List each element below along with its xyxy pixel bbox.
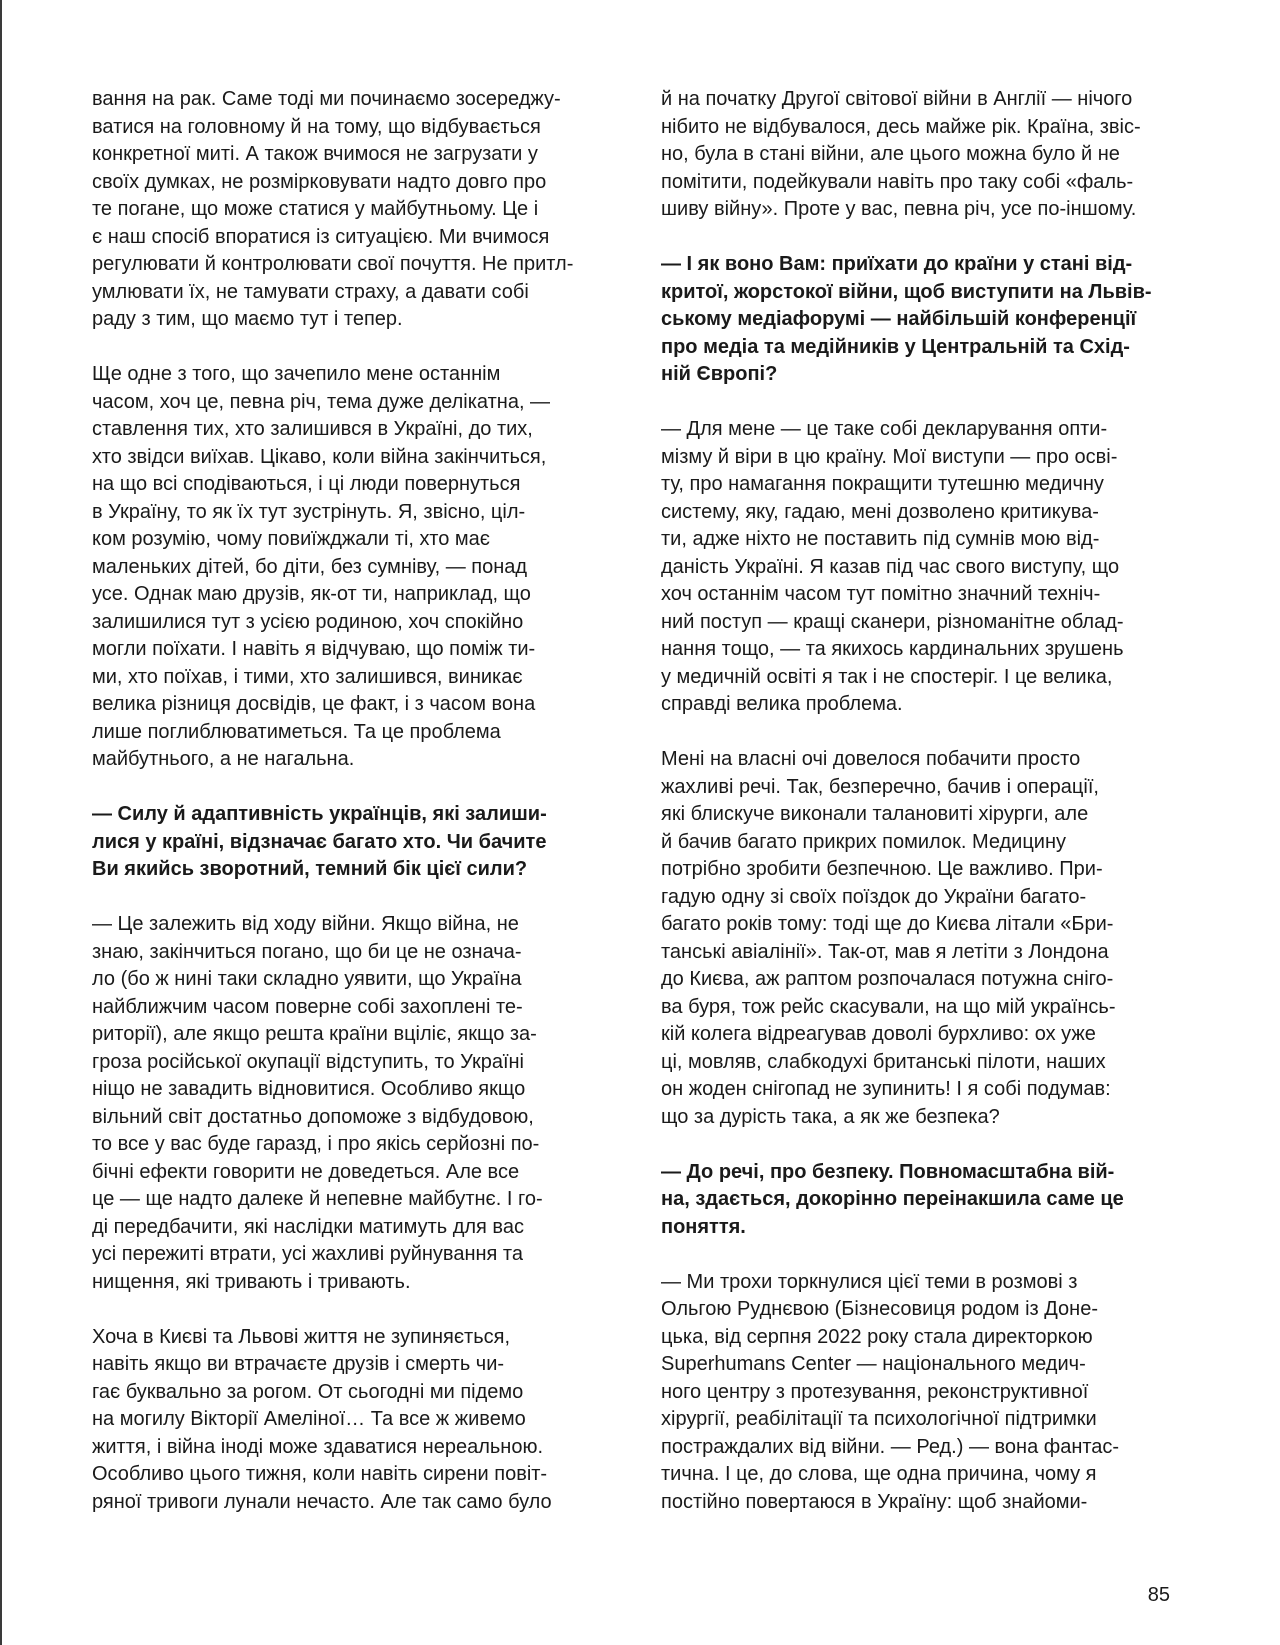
left-paragraph-2: Ще одне з того, що зачепило мене останнім часом, хоч це, певна річ, тема дуже делікатна, — ставлення тих, хто залишився в Україні, до тих, хто звідси виїхав. Цікаво, коли війна закінчиться, на що всі сподіваються, і ці люди повернуться в Україну, то як їх тут зустрінуть. Я, звісно, ціл- ком розумію, чому повиїжджали ті, хто має маленьких дітей, бо діти, без сумніву, — понад усе. Однак маю друзів, як-от ти, наприклад, що залишилися тут з усією родиною, хоч спокійно могли поїхати. І навіть я відчуваю, що поміж ти- ми, хто поїхав, і тими, хто залишився, виникає велика різниця досвідів, це факт, і з часом вона лише поглиблюватиметься. Та це проблема майбутнього, а не нагальна. bbox=[92, 363, 551, 770]
left-question-1: — Силу й адаптивність українців, які залиши- лися у країні, відзначає багато хто. Чи бачите Ви якийсь зворотний, темний бік цієї сили? bbox=[92, 803, 547, 880]
right-question-2: — До речі, про безпеку. Повномасштабна вій- на, здається, докорінно переінакшила саме це поняття. bbox=[661, 1160, 1124, 1238]
left-paragraph-3: — Це залежить від ходу війни. Якщо війна, не знаю, закінчиться погано, що би це не означа- ло (бо ж нині таки складно уявити, що Україна найближчим часом поверне собі захоплені те- риторії), але якщо решта країни вціліє, якщо за- гроза російської окупації відступить, то Україні ніщо не завадить відновитися. Особливо якщо вільний світ достатньо допоможе з відбудовою, то все у вас буде гаразд, і про якісь серйозні по- бічні ефекти говорити не доведеться. Але все це — ще надто далеке й непевне майбутнє. І го- ді передбачити, які наслідки матимуть для вас усі пережиті втрати, усі жахливі руйнування та нищення, які тривають і тривають. bbox=[92, 913, 543, 1293]
left-paragraph-4: Хоча в Києві та Львові життя не зупиняється, навіть якщо ви втрачаєте друзів і смерть чи- гає буквально за рогом. От сьогодні ми підемо на могилу Вікторії Амеліної… Та все ж живемо життя, і війна іноді може здаватися нереальною. Особливо цього тижня, коли навіть сирени повіт- ряної тривоги лунали нечасто. Але так само було bbox=[92, 1325, 552, 1513]
page-number: 85 bbox=[1147, 1584, 1170, 1606]
right-paragraph-1: й на початку Другої світової війни в Англії — нічого нібито не відбувалося, десь майже рік. Країна, звіс- но, була в стані війни, але цього можна було й не помітити, подейкували навіть про таку собі «фаль- шиву війну». Проте у вас, певна річ, усе по-іншому. bbox=[661, 88, 1141, 220]
left-column bbox=[92, 86, 604, 1516]
right-column bbox=[661, 86, 1173, 1516]
right-paragraph-2: — Для мене — це таке собі декларування опти- мізму й віри в цю країну. Мої виступи — про осві- ту, про намагання покращити тутешню медичну систему, яку, гадаю, мені дозволено критикува- ти, адже ніхто не поставить під сумнів мою від- даність Україні. Я казав під час свого виступу, що хоч останнім часом тут помітно значний техніч- ний поступ — кращі сканери, різноманітне облад- нання тощо, — та якихось кардинальних зрушень у медичній освіті я так і не спостеріг. І це велика, справді велика проблема. bbox=[661, 418, 1124, 715]
right-paragraph-3: Мені на власні очі довелося побачити просто жахливі речі. Так, безперечно, бачив і операції, які блискуче виконали талановиті хірурги, але й бачив багато прикрих помилок. Медицину потрібно зробити безпечною. Це важливо. При- гадую одну зі своїх поїздок до України багато- багато років тому: тоді ще до Києва літали «Бри- танські авіалінії». Так-от, мав я летіти з Лондона до Києва, аж раптом розпочалася потужна сніго- ва буря, тож рейс скасували, на що мій українсь- кій колега відреагував доволі бурхливо: ох уже ці, мовляв, слабкодухі британські пілоти, наших он жоден снігопад не зупинить! І я собі подумав: що за дурість така, а як же безпека? bbox=[661, 748, 1116, 1128]
right-question-1: — І як воно Вам: приїхати до країни у стані від- критої, жорстокої війни, щоб виступити на Львів- ському медіафорумі — найбільшій конференції про медіа та медійників у Центральній та Схід- ній Європі? bbox=[661, 253, 1152, 385]
page-left-edge bbox=[0, 0, 2, 1645]
right-paragraph-4: — Ми трохи торкнулися цієї теми в розмові з Ольгою Руднєвою (Бізнесовиця родом із Доне- цька, від серпня 2022 року стала директоркою Superhumans Center — національного медич- ного центру з протезування, реконструктивної хірургії, реабілітації та психологічної підтримки постраждалих від війни. — Ред.) — вона фантас- тична. І це, до слова, ще одна причина, чому я постійно повертаюся в Україну: щоб знайоми- bbox=[661, 1270, 1120, 1513]
left-paragraph-1: вання на рак. Саме тоді ми починаємо зосереджу- ватися на головному й на тому, що відбувається конкретної миті. А також вчимося не загрузати у своїх думках, не розмірковувати надто довго про те погане, що може статися у майбутньому. Це і є наш спосіб впоратися із ситуацією. Ми вчимося регулювати й контролювати свої почуття. Не притл- умлювати їх, не тамувати страху, а давати собі раду з тим, що маємо тут і тепер. bbox=[92, 88, 574, 330]
